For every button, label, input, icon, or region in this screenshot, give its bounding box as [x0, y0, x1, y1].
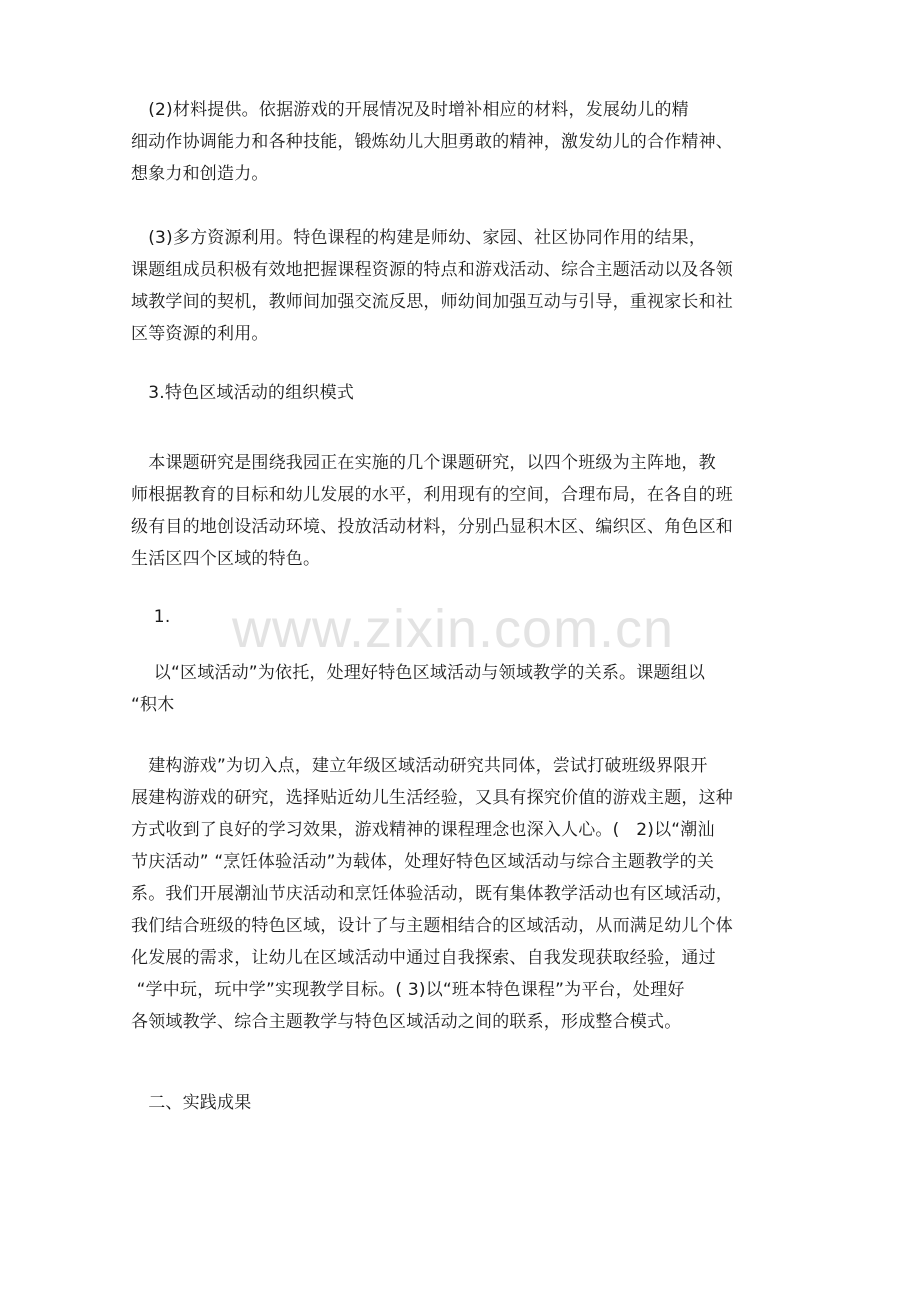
list-number	[131, 601, 783, 633]
text-line: 课题组成员积极有效地把握课程资源的特点和游戏活动、综合主题活动以及各领	[131, 260, 733, 280]
text-line: 级有目的地创设活动环境、投放活动材料，分别凸显积木区、编织区、角色区和	[131, 517, 733, 537]
text-line: 我们结合班级的特色区域，设计了与主题相结合的区域活动，从而满足幼儿个体	[131, 916, 733, 936]
text-line: 建构游戏”为切入点，建立年级区域活动研究共同体，尝试打破班级界限开	[131, 756, 708, 776]
text-line: 3.特色区域活动的组织模式	[131, 383, 355, 403]
text-line: 师根据教育的目标和幼儿发展的水平，利用现有的空间，合理布局，在各自的班	[131, 485, 733, 505]
section-heading-organization-mode	[131, 377, 783, 409]
paragraph-resource-use	[131, 222, 783, 350]
section-heading-practice-results	[131, 1087, 783, 1119]
text-line: “学中玩，玩中学”实现教学目标。( 3)以“班本特色课程”为平台，处理好	[131, 980, 685, 1000]
text-line: 想象力和创造力。	[131, 164, 269, 184]
text-line: 本课题研究是围绕我园正在实施的几个课题研究，以四个班级为主阵地，教	[131, 453, 716, 473]
text-line: 展建构游戏的研究，选择贴近幼儿生活经验，又具有探究价值的游戏主题，这种	[131, 788, 733, 808]
watermark: www.zixin.com.cn	[232, 599, 675, 659]
text-line: 生活区四个区域的特色。	[131, 549, 321, 569]
text-line: 各领域教学、综合主题教学与特色区域活动之间的联系，形成整合模式。	[131, 1012, 682, 1032]
text-line: 方式收到了良好的学习效果，游戏精神的课程理念也深入人心。( 2)以“潮汕	[131, 820, 715, 840]
text-line: (3)多方资源利用。特色课程的构建是师幼、家园、社区协同作用的结果，	[131, 228, 707, 248]
text-line: 以“区域活动”为依托，处理好特色区域活动与领域教学的关系。课题组以	[131, 663, 706, 683]
text-line: 域教学间的契机，教师间加强交流反思，师幼间加强互动与引导，重视家长和社	[131, 292, 733, 312]
paragraph-construction-game	[131, 750, 783, 1038]
text-line: 区等资源的利用。	[131, 324, 269, 344]
text-line: 节庆活动” “烹饪体验活动”为载体，处理好特色区域活动与综合主题教学的关	[131, 852, 715, 872]
text-line: 1.	[131, 607, 171, 627]
paragraph-material-supply	[131, 94, 783, 190]
text-line: 化发展的需求，让幼儿在区域活动中通过自我探索、自我发现获取经验，通过	[131, 948, 716, 968]
text-line: 细动作协调能力和各种技能，锻炼幼儿大胆勇敢的精神，激发幼儿的合作精神、	[131, 132, 733, 152]
paragraph-research-overview	[131, 447, 783, 575]
text-line: “积木	[131, 695, 175, 715]
text-line: 系。我们开展潮汕节庆活动和烹饪体验活动，既有集体教学活动也有区域活动，	[131, 884, 733, 904]
text-line: (2)材料提供。依据游戏的开展情况及时增补相应的材料，发展幼儿的精	[131, 100, 689, 120]
text-line: 二、实践成果	[131, 1093, 252, 1113]
paragraph-area-activity	[131, 657, 783, 721]
